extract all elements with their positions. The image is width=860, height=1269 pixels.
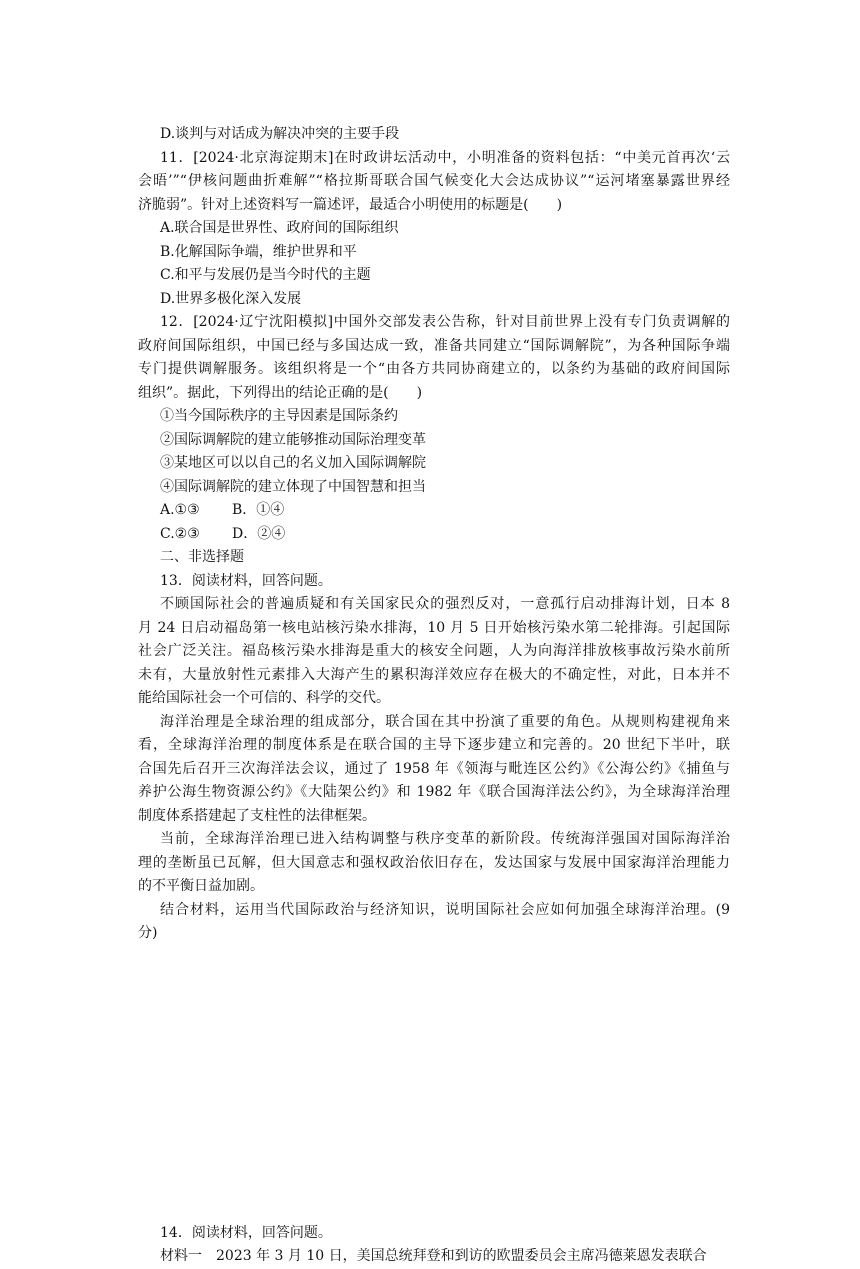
q14-intro: 14．阅读材料，回答问题。 [160, 1224, 332, 1241]
q13-question-line: 分) [138, 925, 158, 941]
q13-material-line: 海洋治理是全球治理的组成部分，联合国在其中扮演了重要的角色。从规则构建视角来 [160, 713, 730, 730]
q11-option-b: B.化解国际争端，维护世界和平 [160, 243, 357, 260]
q12-option-b: B．①④ [232, 502, 285, 518]
q13-material-line: 合国先后召开三次海洋法会议，通过了 1958 年《领海与毗连区公约》《公海公约》《捕鱼与 [138, 760, 730, 777]
answer-space [138, 946, 730, 1222]
q12-stem-line: 政府间国际组织，中国已经与多国达成一致，准备共同建立“国际调解院”，为各种国际争端 [138, 337, 730, 354]
q11-option-d: D.世界多极化深入发展 [160, 290, 302, 307]
q10-option-d: D.谈判与对话成为解决冲突的主要手段 [160, 126, 400, 142]
q12-statement-4: ④国际调解院的建立体现了中国智慧和担当 [160, 478, 426, 495]
q13-material-line: 的不平衡日益加剧。 [138, 878, 264, 894]
q13-material-line: 制度体系搭建起了支柱性的法律框架。 [138, 807, 376, 824]
q12-option-d: D．②④ [232, 525, 286, 542]
q12-option-a: A.①③ [160, 502, 200, 518]
document-body [138, 123, 730, 1269]
q13-material-line: 理的垄断虽已瓦解，但大国意志和强权政治依旧存在，发达国家与发展中国家海洋治理能力 [138, 854, 730, 871]
q12-options-row [138, 499, 730, 523]
question-14 [138, 1222, 730, 1269]
q11-option-a: A.联合国是世界性、政府间的国际组织 [160, 220, 399, 236]
q12-statement-2: ②国际调解院的建立能够推动国际治理变革 [160, 431, 426, 448]
q13-question-line: 结合材料，运用当代国际政治与经济知识，说明国际社会应如何加强全球海洋治理。(9 [160, 901, 730, 918]
q13-material-line: 养护公海生物资源公约》《大陆架公约》和 1982 年《联合国海洋法公约》，为全球海洋治理 [138, 784, 730, 800]
q12-stem-line: 12．[2024·辽宁沈阳模拟]中国外交部发表公告称，针对目前世界上没有专门负责调解的 [160, 314, 730, 330]
q13-material-line: 社会广泛关注。福岛核污染水排海是重大的核安全问题，人为向海洋排放核事故污染水前所 [138, 643, 730, 659]
question-12 [138, 311, 730, 546]
q13-material-line: 不顾国际社会的普遍质疑和有关国家民众的强烈反对，一意孤行启动排海计划，日本 8 [160, 596, 730, 612]
q13-intro: 13．阅读材料，回答问题。 [160, 572, 332, 589]
q12-statement-3: ③某地区可以以自己的名义加入国际调解院 [160, 455, 426, 471]
q11-stem-line: 济脆弱”。针对上述资料写一篇述评，最适合小明使用的标题是( ) [138, 196, 563, 213]
q13-material-line: 月 24 日启动福岛第一核电站核污染水排海，10 月 5 日开始核污染水第二轮排海。引起国际 [138, 619, 730, 636]
q11-stem-line: 会晤’”“伊核问题曲折难解”“格拉斯哥联合国气候变化大会达成协议”“运河堵塞暴露世界经 [138, 173, 730, 189]
q12-stem-line: 组织”。据此，下列得出的结论正确的是( ) [138, 384, 423, 401]
q11-stem-line: 11．[2024·北京海淀期末]在时政讲坛活动中，小明准备的资料包括：“中美元首再次‘云 [160, 149, 730, 166]
q14-material-1: 材料一 2023 年 3 月 10 日，美国总统拜登和到访的欧盟委员会主席冯德莱恩发表联合 [160, 1248, 707, 1264]
section-title: 二、非选择题 [160, 549, 244, 565]
q13-material-line: 能给国际社会一个可信的、科学的交代。 [138, 690, 390, 706]
q13-material-line: 未有，大量放射性元素排入大海产生的累积海洋效应存在极大的不确定性，对此，日本并不 [138, 666, 730, 683]
question-11 [138, 147, 730, 312]
q13-material-line: 当前，全球海洋治理已进入结构调整与秩序变革的新阶段。传统海洋强国对国际海洋治 [160, 831, 730, 847]
q12-statement-1: ①当今国际秩序的主导因素是国际条约 [160, 408, 398, 424]
q11-option-c: C.和平与发展仍是当今时代的主题 [160, 267, 371, 283]
q12-stem-line: 专门提供调解服务。该组织将是一个“由各方共同协商建立的，以条约为基础的政府间国际 [138, 361, 730, 377]
q12-option-c: C.②③ [160, 525, 200, 542]
q13-material-line: 看，全球海洋治理的制度体系是在联合国的主导下逐步建立和完善的。20 世纪下半叶，联 [138, 737, 730, 753]
q12-options-row [138, 523, 730, 547]
question-13 [138, 570, 730, 946]
